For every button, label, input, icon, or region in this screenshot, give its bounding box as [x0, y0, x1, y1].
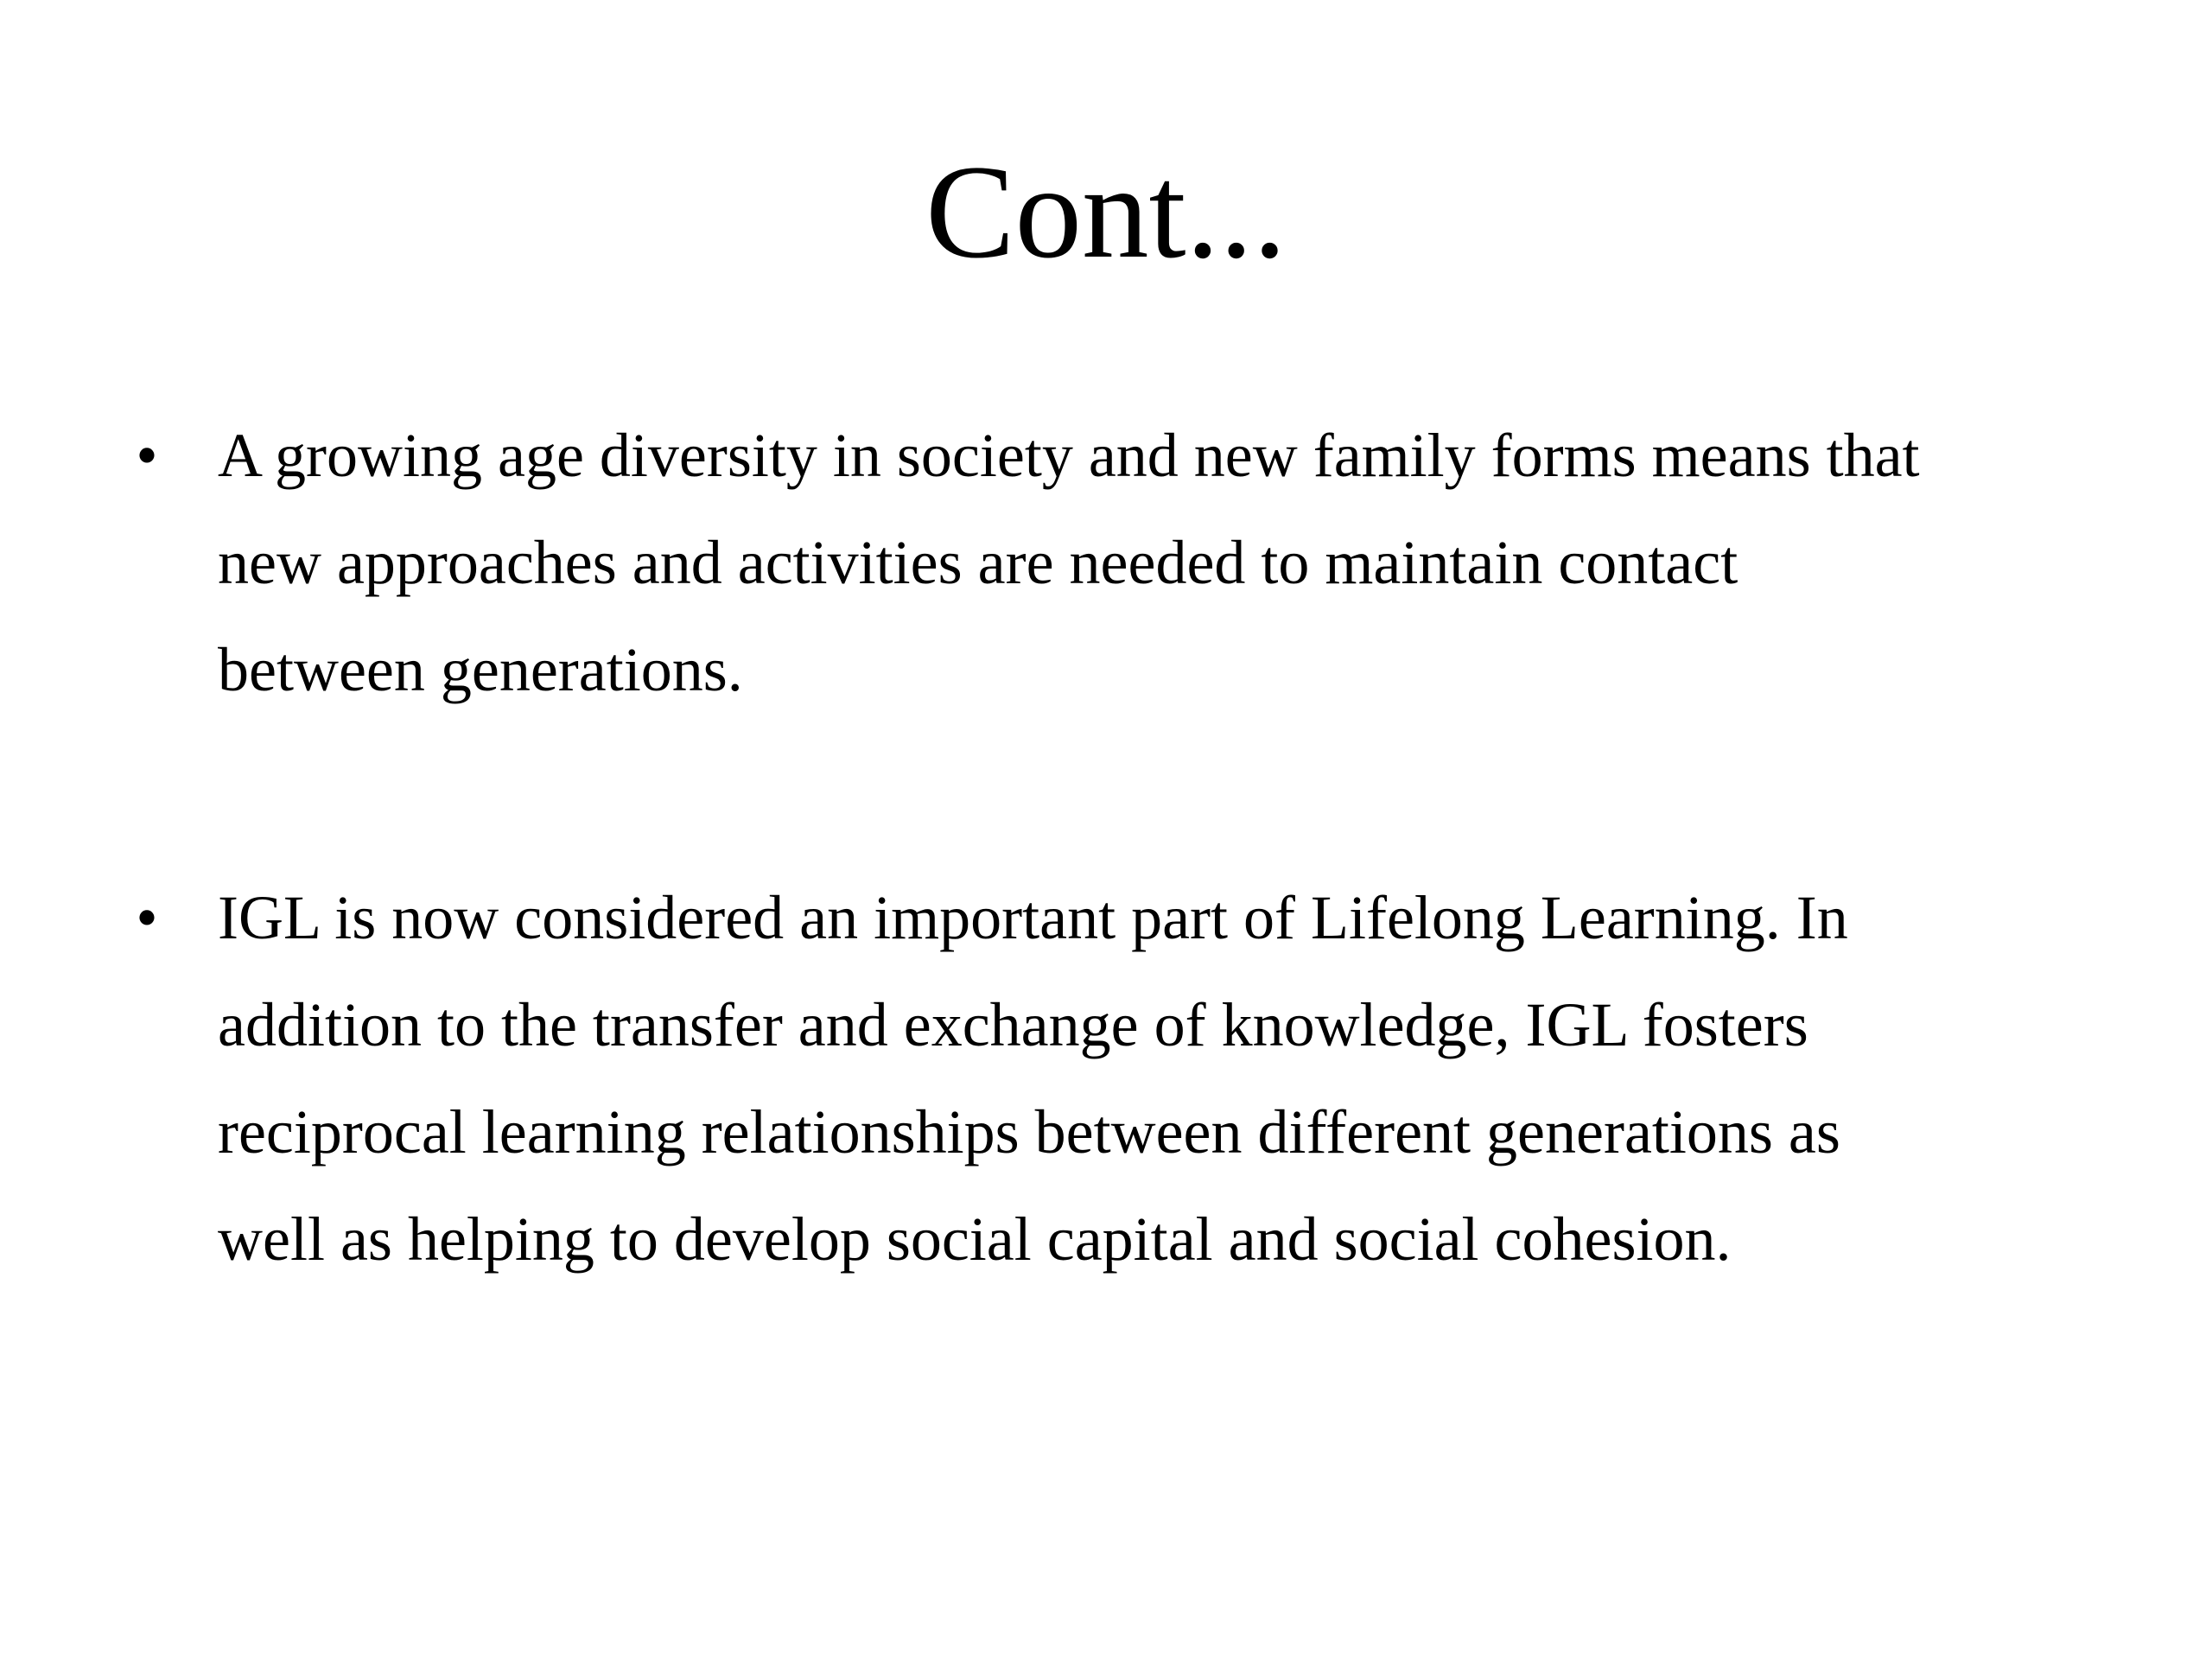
bullet-marker: •: [136, 883, 158, 952]
bullet-text-line: between generations.: [218, 635, 743, 704]
bullet-marker: •: [136, 421, 158, 490]
bullet-text-line: well as helping to develop social capital and social cohesion.: [218, 1205, 1732, 1274]
slide-title: Cont...: [925, 137, 1287, 286]
bullet-text: [218, 402, 2119, 723]
bullet-text-line: addition to the transfer and exchange of knowledge, IGL fosters: [218, 990, 1808, 1059]
bullet-text-line: A growing age diversity in society and new family forms means that: [218, 421, 1920, 490]
bullet-text: [218, 864, 2119, 1293]
bullet-text-line: IGL is now considered an important part of Lifelong Learning. In: [218, 883, 1848, 952]
bullet-text-line: reciprocal learning relationships between different generations as: [218, 1097, 1840, 1166]
bullet-text-line: new approaches and activities are needed to maintain contact: [218, 528, 1738, 597]
